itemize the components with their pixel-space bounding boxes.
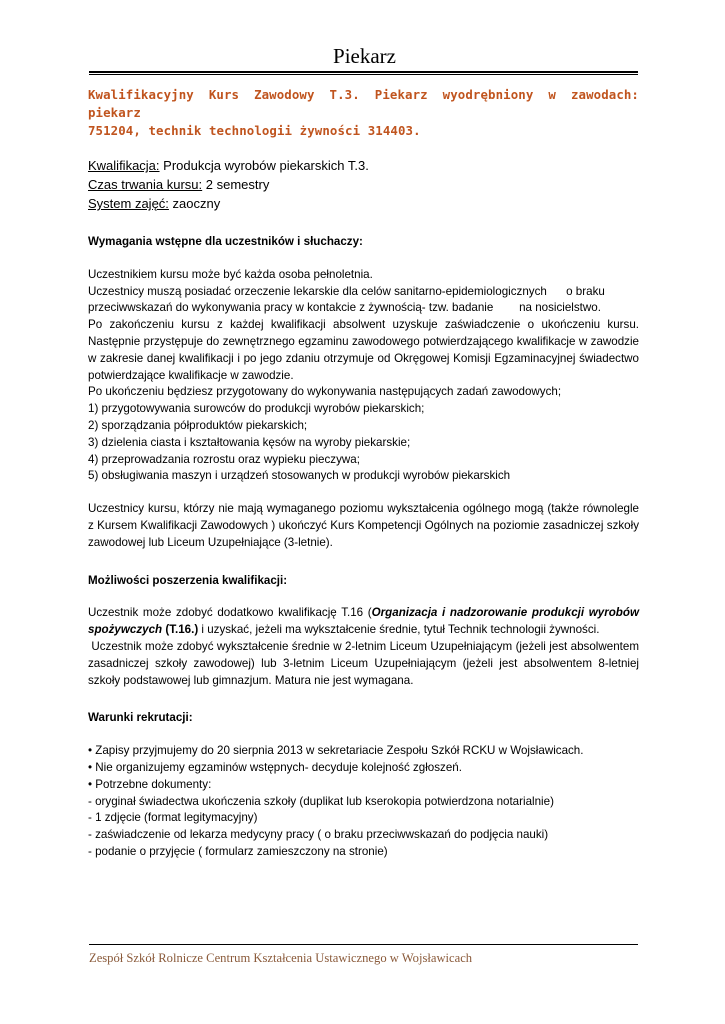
recruitment-heading: Warunki rekrutacji:: [88, 711, 193, 725]
extension-text: i uzyskać, jeżeli ma wykształcenie średnie, tytuł Technik technologii żywności.: [198, 623, 600, 637]
header-divider-thin: [89, 74, 638, 75]
task-item: 3) dzielenia ciasta i kształtowania kęsów na wyroby piekarskie;: [88, 435, 411, 449]
task-item: 2) sporządzania półproduktów piekarskich;: [88, 418, 308, 432]
schedule-label: System zajęć:: [88, 196, 169, 211]
recruitment-item: - podanie o przyjęcie ( formularz zamieszczony na stronie): [88, 844, 388, 858]
course-title-line-1: Kwalifikacyjny Kurs Zawodowy T.3. Piekarz wyodrębniony w zawodach: piekarz: [88, 87, 639, 120]
recruitment-item: - 1 zdjęcie (format legitymacyjny): [88, 811, 258, 825]
qualification-label: Kwalifikacja:: [88, 158, 160, 173]
qualification-row: [88, 156, 639, 175]
task-item: 1) przygotowywania surowców do produkcji wyrobów piekarskich;: [88, 402, 425, 416]
duration-label: Czas trwania kursu:: [88, 177, 203, 192]
page-footer: Zespół Szkół Rolnicze Centrum Kształcenia Ustawicznego w Wojsławicach: [89, 951, 473, 965]
duration-row: [88, 175, 639, 194]
requirements-heading: Wymagania wstępne dla uczestników i słuchaczy:: [88, 235, 363, 248]
duration-value: 2 semestry: [202, 177, 270, 192]
course-title-line-2: 751204, technik technologii żywności 314403.: [88, 123, 421, 138]
page-header: [0, 43, 725, 69]
extension-paragraph-2: Uczestnik może zdobyć wykształcenie średnie w 2-letnim Liceum Uzupełniającym (jeżeli jest absolwentem zasadniczej szkoły zawodowej) lub 3-letnim Liceum Uzupełniającym (jeżeli jest absolwentem 8-letniej szkoły podstawowej lub gimnazjum. Matura nie jest wymagana.: [88, 639, 643, 687]
requirements-paragraph: Po zakończeniu kursu z każdej kwalifikacji absolwent uzyskuje zaświadczenie o ukończeniu kursu. Następnie przystępuje do zewnętrznego egzaminu zawodowego potwierdzającego kwalifikacje w zawodzie w zakresie danej kwalifikacji i po jego zdaniu otrzymuje od Okręgowej Komisji Egzaminacyjnej świadectwo potwierdzające kwalifikacje w zawodzie.: [88, 318, 639, 382]
recruitment-list: [88, 743, 639, 861]
extension-heading: Możliwości poszerzenia kwalifikacji:: [88, 573, 288, 587]
recruitment-item: • Zapisy przyjmujemy do 20 sierpnia 2013 w sekretariacie Zespołu Szkół RCKU w Wojsławicach.: [88, 744, 584, 758]
requirements-line: Uczestnikiem kursu może być każda osoba pełnoletnia.: [88, 267, 373, 281]
schedule-row: [88, 194, 639, 213]
task-item: 5) obsługiwania maszyn i urządzeń stosowanych w produkcji wyrobów piekarskich: [88, 469, 511, 483]
recruitment-item: - zaświadczenie od lekarza medycyny pracy ( o braku przeciwwskazań do podjęcia nauki): [88, 828, 549, 842]
tasks-intro: Po ukończeniu będziesz przygotowany do wykonywania następujących zadań zawodowych;: [88, 385, 562, 399]
extension-qualification-code: (T.16.): [162, 623, 199, 637]
schedule-value: zaoczny: [168, 196, 221, 211]
course-info: [88, 156, 639, 213]
course-title: [88, 86, 639, 140]
extension-paragraph-1: [88, 605, 639, 639]
qualification-value: Produkcja wyrobów piekarskich T.3.: [159, 158, 369, 173]
recruitment-item: • Nie organizujemy egzaminów wstępnych- decyduje kolejność zgłoszeń.: [88, 760, 462, 774]
page-title: Piekarz: [333, 44, 396, 68]
recruitment-item: - oryginał świadectwa ukończenia szkoły (duplikat lub kserokopia potwierdzona notarialnie): [88, 794, 554, 808]
recruitment-item: • Potrzebne dokumenty:: [88, 777, 212, 791]
task-item: 4) przeprowadzania rozrostu oraz wypieku pieczywa;: [88, 452, 360, 466]
document-body: [88, 86, 643, 861]
footer-divider: [89, 944, 638, 945]
extension-qualification-name: Organizacja i nadzorowanie produkcji wyrobów spożywczych: [88, 606, 639, 637]
general-education-paragraph: Uczestnicy kursu, którzy nie mają wymaganego poziomu wykształcenia ogólnego mogą (także równolegle z Kursem Kwalifikacji Zawodowych ) ukończyć Kurs Kompetencji Ogólnych na poziomie zasadniczej szkoły zawodowej lub Liceum Uzupełniające (3-letnie).: [88, 502, 639, 549]
requirements-section: [88, 267, 639, 485]
header-divider: [89, 71, 638, 73]
requirements-line: przeciwwskazań do wykonywania pracy w kontakcie z żywnością- tzw. badanie na nosicielstwo.: [88, 301, 601, 315]
requirements-line: Uczestnicy muszą posiadać orzeczenie lekarskie dla celów sanitarno-epidemiologicznych o braku: [88, 284, 605, 298]
extension-text: Uczestnik może zdobyć dodatkowo kwalifikację T.16 (: [88, 606, 372, 620]
